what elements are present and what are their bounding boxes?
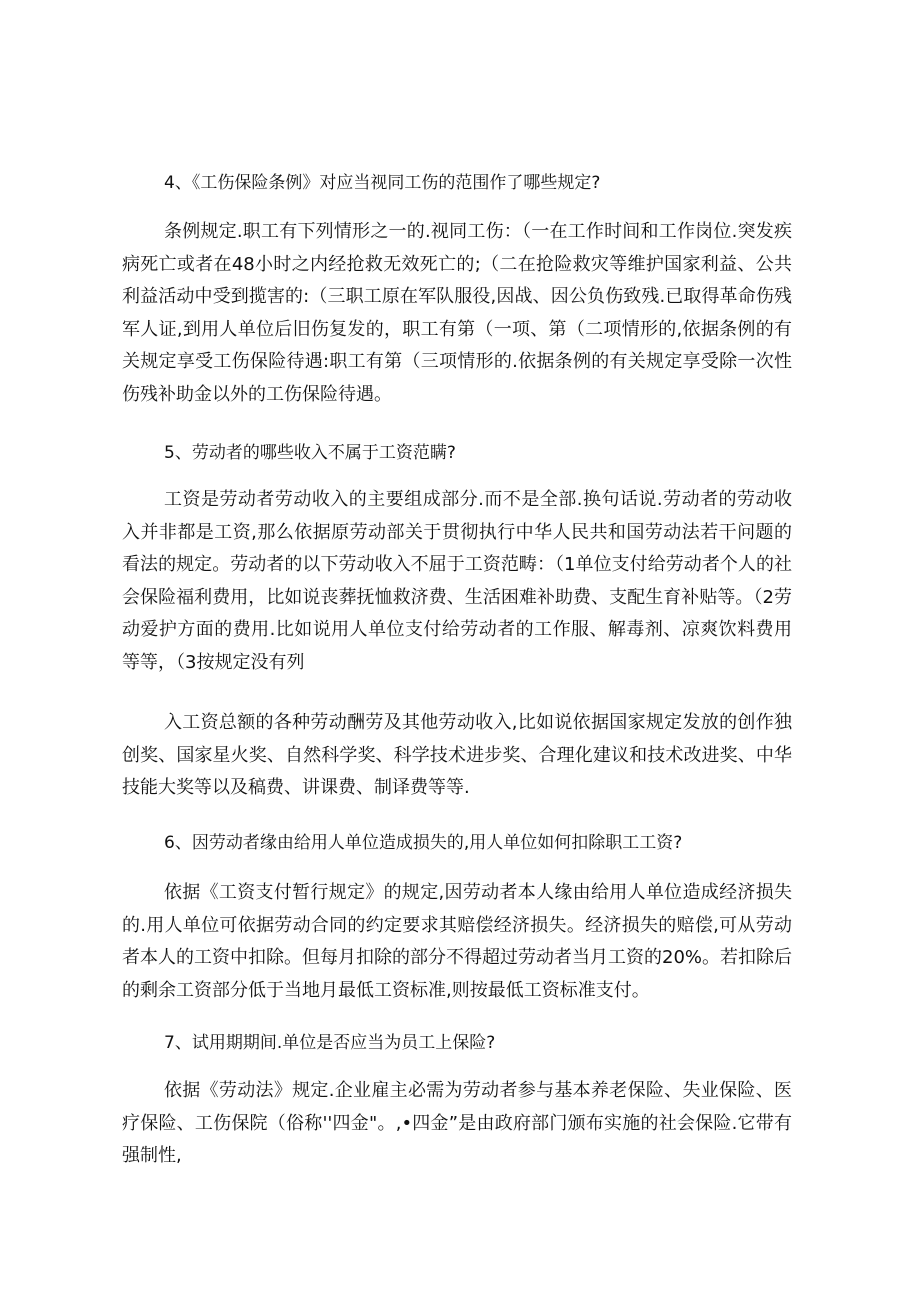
question-5: 5、劳动者的哪些收入不属于工资范瞒? <box>164 443 456 463</box>
question-4: 4、《工伤保险条例》对应当视同工伤的范围作了哪些规定? <box>164 173 601 193</box>
answer-7: 依据《劳动法》规定.企业雇主必需为劳动者参与基本养老保险、失业保险、医疗保险、工伤保院（俗称''四金"。,•四金”是由政府部门颁布实施的社会保险.它带有强制性, <box>122 1080 792 1166</box>
question-6: 6、因劳动者缘由给用人单位造成损失的,用人单位如何扣除职工工资? <box>164 833 683 853</box>
answer-5: 工资是劳动者劳动收入的主要组成部分.而不是全部.换句话说.劳动者的劳动收入并非都是工资,那么依据原劳动部关于贯彻执行中华人民共和国劳动法若干问题的看法的规定。劳动者的以下劳动收入不屈于工资范畴：（1单位支付给劳动者个人的社会保险福利费用，比如说丧葬抚恤救济费、生活困难补助费、支配生育补贴等。（2劳动爱护方面的费用.比如说用人单位支付给劳动者的工作服、解毒剂、凉爽饮料费用等等，（3按规定没有列 <box>122 489 792 673</box>
answer-6: 依据《工资支付暂行规定》的规定,因劳动者本人缘由给用人单位造成经济损失的.用人单位可依据劳动合同的约定要求其赔偿经济损失。经济损失的赔偿,可从劳动者本人的工资中扣除。但每月扣除的部分不得超过劳动者当月工资的20%。若扣除后的剩余工资部分低于当地月最低工资标准,则按最低工资标准支付。 <box>122 882 793 1001</box>
answer-4: 条例规定.职工有下列情形之一的.视同工伤：（一在工作时间和工作岗位.突发疾病死亡或者在48小时之内经抢救无效死亡的;（二在抢险救灾等维护国家利益、公共利益活动中受到揽害的:（三职工原在军队服役,因战、因公负伤致残.已取得革命伤残军人证,到用人单位后旧伤复发的，职工有第（一项、第（二项情形的,依据条例的有关规定享受工伤保险待遇:职工有第（三项情形的.依据条例的有关规定享受除一次性伤残补助金以外的工伤保险待遇。 <box>122 221 792 405</box>
question-7: 7、试用期期间.单位是否应当为员工上保险? <box>164 1033 496 1053</box>
answer-5-continued: 入工资总额的各种劳动酬劳及其他劳动收入,比如说依据国家规定发放的创作独创奖、国家星火奖、自然科学奖、科学技术进步奖、合理化建议和技术改进奖、中华技能大奖等以及稿费、讲课费、制译费等等. <box>122 712 792 798</box>
